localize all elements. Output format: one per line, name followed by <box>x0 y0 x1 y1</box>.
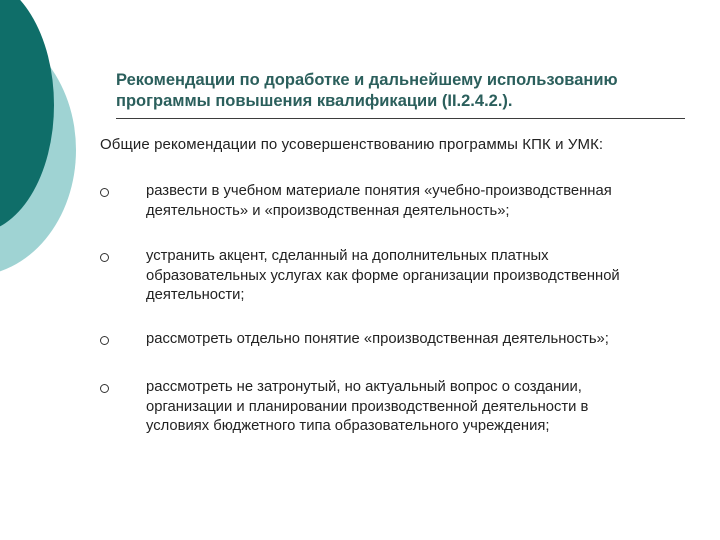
recommendation-text <box>146 378 680 437</box>
recommendation-text <box>146 247 680 306</box>
slide-title-line-2: программы повышения квалификации (II.2.4.2.). <box>116 92 513 110</box>
circle-bullet-icon <box>100 253 109 262</box>
dark-teal-circle <box>0 0 54 233</box>
circle-bullet-icon <box>100 336 109 345</box>
circle-bullet-icon <box>100 188 109 197</box>
recommendation-text-line: развести в учебном материале понятия «учебно-производственная <box>146 183 612 199</box>
decorative-circles <box>0 0 80 290</box>
light-teal-circle <box>0 24 76 276</box>
recommendation-text-line: организации и планировании производственной деятельности в <box>146 398 589 415</box>
title-divider <box>116 118 685 119</box>
recommendation-text-line: деятельность» и «производственная деятельность»; <box>146 202 510 219</box>
recommendations-heading: Общие рекомендации по усовершенствованию программы КПК и УМК: <box>100 136 604 153</box>
slide-title <box>116 70 706 112</box>
recommendation-text-line: рассмотреть отдельно понятие «производственная деятельность»; <box>146 331 609 347</box>
circle-bullet-icon <box>100 384 109 393</box>
recommendation-text-line: условиях бюджетного типа образовательного учреждения; <box>146 418 550 434</box>
recommendation-text-line: устранить акцент, сделанный на дополнительных платных <box>146 248 549 264</box>
recommendation-text <box>146 330 680 350</box>
recommendation-text <box>146 182 680 221</box>
recommendation-text-line: образовательных услугах как форме организации производственной <box>146 267 620 284</box>
recommendation-text-line: рассмотреть не затронутый, но актуальный вопрос о создании, <box>146 379 582 395</box>
slide-title-line-1: Рекомендации по доработке и дальнейшему использованию <box>116 71 618 89</box>
recommendation-text-line: деятельности; <box>146 287 245 303</box>
